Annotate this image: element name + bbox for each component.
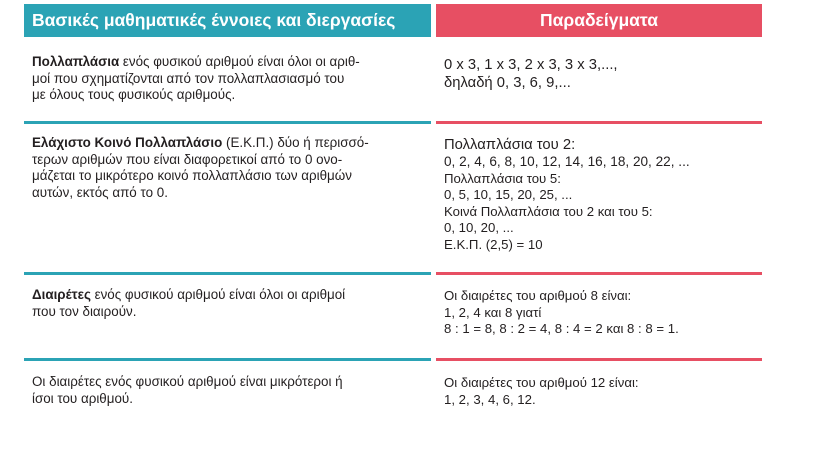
row-divisors-definition: Διαιρέτες ενός φυσικού αριθμού είναι όλοι οι αριθμοί που τον διαιρούν. bbox=[32, 287, 346, 319]
term-lcm: Ελάχιστο Κοινό Πολλαπλάσιο bbox=[32, 135, 223, 150]
divider-red-2 bbox=[436, 272, 762, 275]
divider-teal-1 bbox=[24, 121, 431, 124]
row-lcm-examples: Πολλαπλάσια του 2: 0, 2, 4, 6, 8, 10, 12, 14, 16, 18, 20, 22, ... Πολλαπλάσια του 5: 0, 5, 10, 15, 20, 25, ... Κοινά Πολλαπλάσια του 2 και του 5: 0, 10, 20, ... Ε.Κ.Π. (2,5) = 10 bbox=[444, 137, 690, 252]
row-lcm-definition: Ελάχιστο Κοινό Πολλαπλάσιο (Ε.Κ.Π.) δύο ή περισσό- τερων αριθμών που είναι διαφορετικοί από το 0 ονο- μάζεται το μικρότερο κοινό πολλαπλάσιο των αριθμών αυτών, εκτός από το 0. bbox=[32, 135, 369, 200]
row-divisors-property-examples: Οι διαιρέτες του αριθμού 12 είναι: 1, 2, 3, 4, 6, 12. bbox=[444, 375, 639, 407]
row-multiples-definition: Πολλαπλάσια ενός φυσικού αριθμού είναι όλοι οι αριθ- μοί που σχηματίζονται από τον πολλαπλασιασμό του με όλους τους φυσικούς αριθμούς. bbox=[32, 54, 360, 103]
divider-red-1 bbox=[436, 121, 762, 124]
divider-red-3 bbox=[436, 358, 762, 361]
row-divisors-property-definition: Οι διαιρέτες ενός φυσικού αριθμού είναι μικρότεροι ή ίσοι του αριθμού. bbox=[32, 374, 343, 406]
header-examples-title: Παραδείγματα bbox=[539, 10, 659, 30]
header-concepts-title: Βασικές μαθηματικές έννοιες και διεργασίες bbox=[32, 10, 396, 30]
divider-teal-3 bbox=[24, 358, 431, 361]
term-divisors: Διαιρέτες bbox=[32, 287, 91, 302]
term-multiples: Πολλαπλάσια bbox=[32, 54, 120, 69]
header-concepts bbox=[24, 4, 431, 37]
header-examples bbox=[436, 4, 762, 37]
row-divisors-examples: Οι διαιρέτες του αριθμού 8 είναι: 1, 2, 4 και 8 γιατί 8 : 1 = 8, 8 : 2 = 4, 8 : 4 = 2 και 8 : 8 = 1. bbox=[444, 288, 679, 337]
divider-teal-2 bbox=[24, 272, 431, 275]
row-multiples-examples: 0 x 3, 1 x 3, 2 x 3, 3 x 3,..., δηλαδή 0, 3, 6, 9,... bbox=[444, 57, 618, 91]
